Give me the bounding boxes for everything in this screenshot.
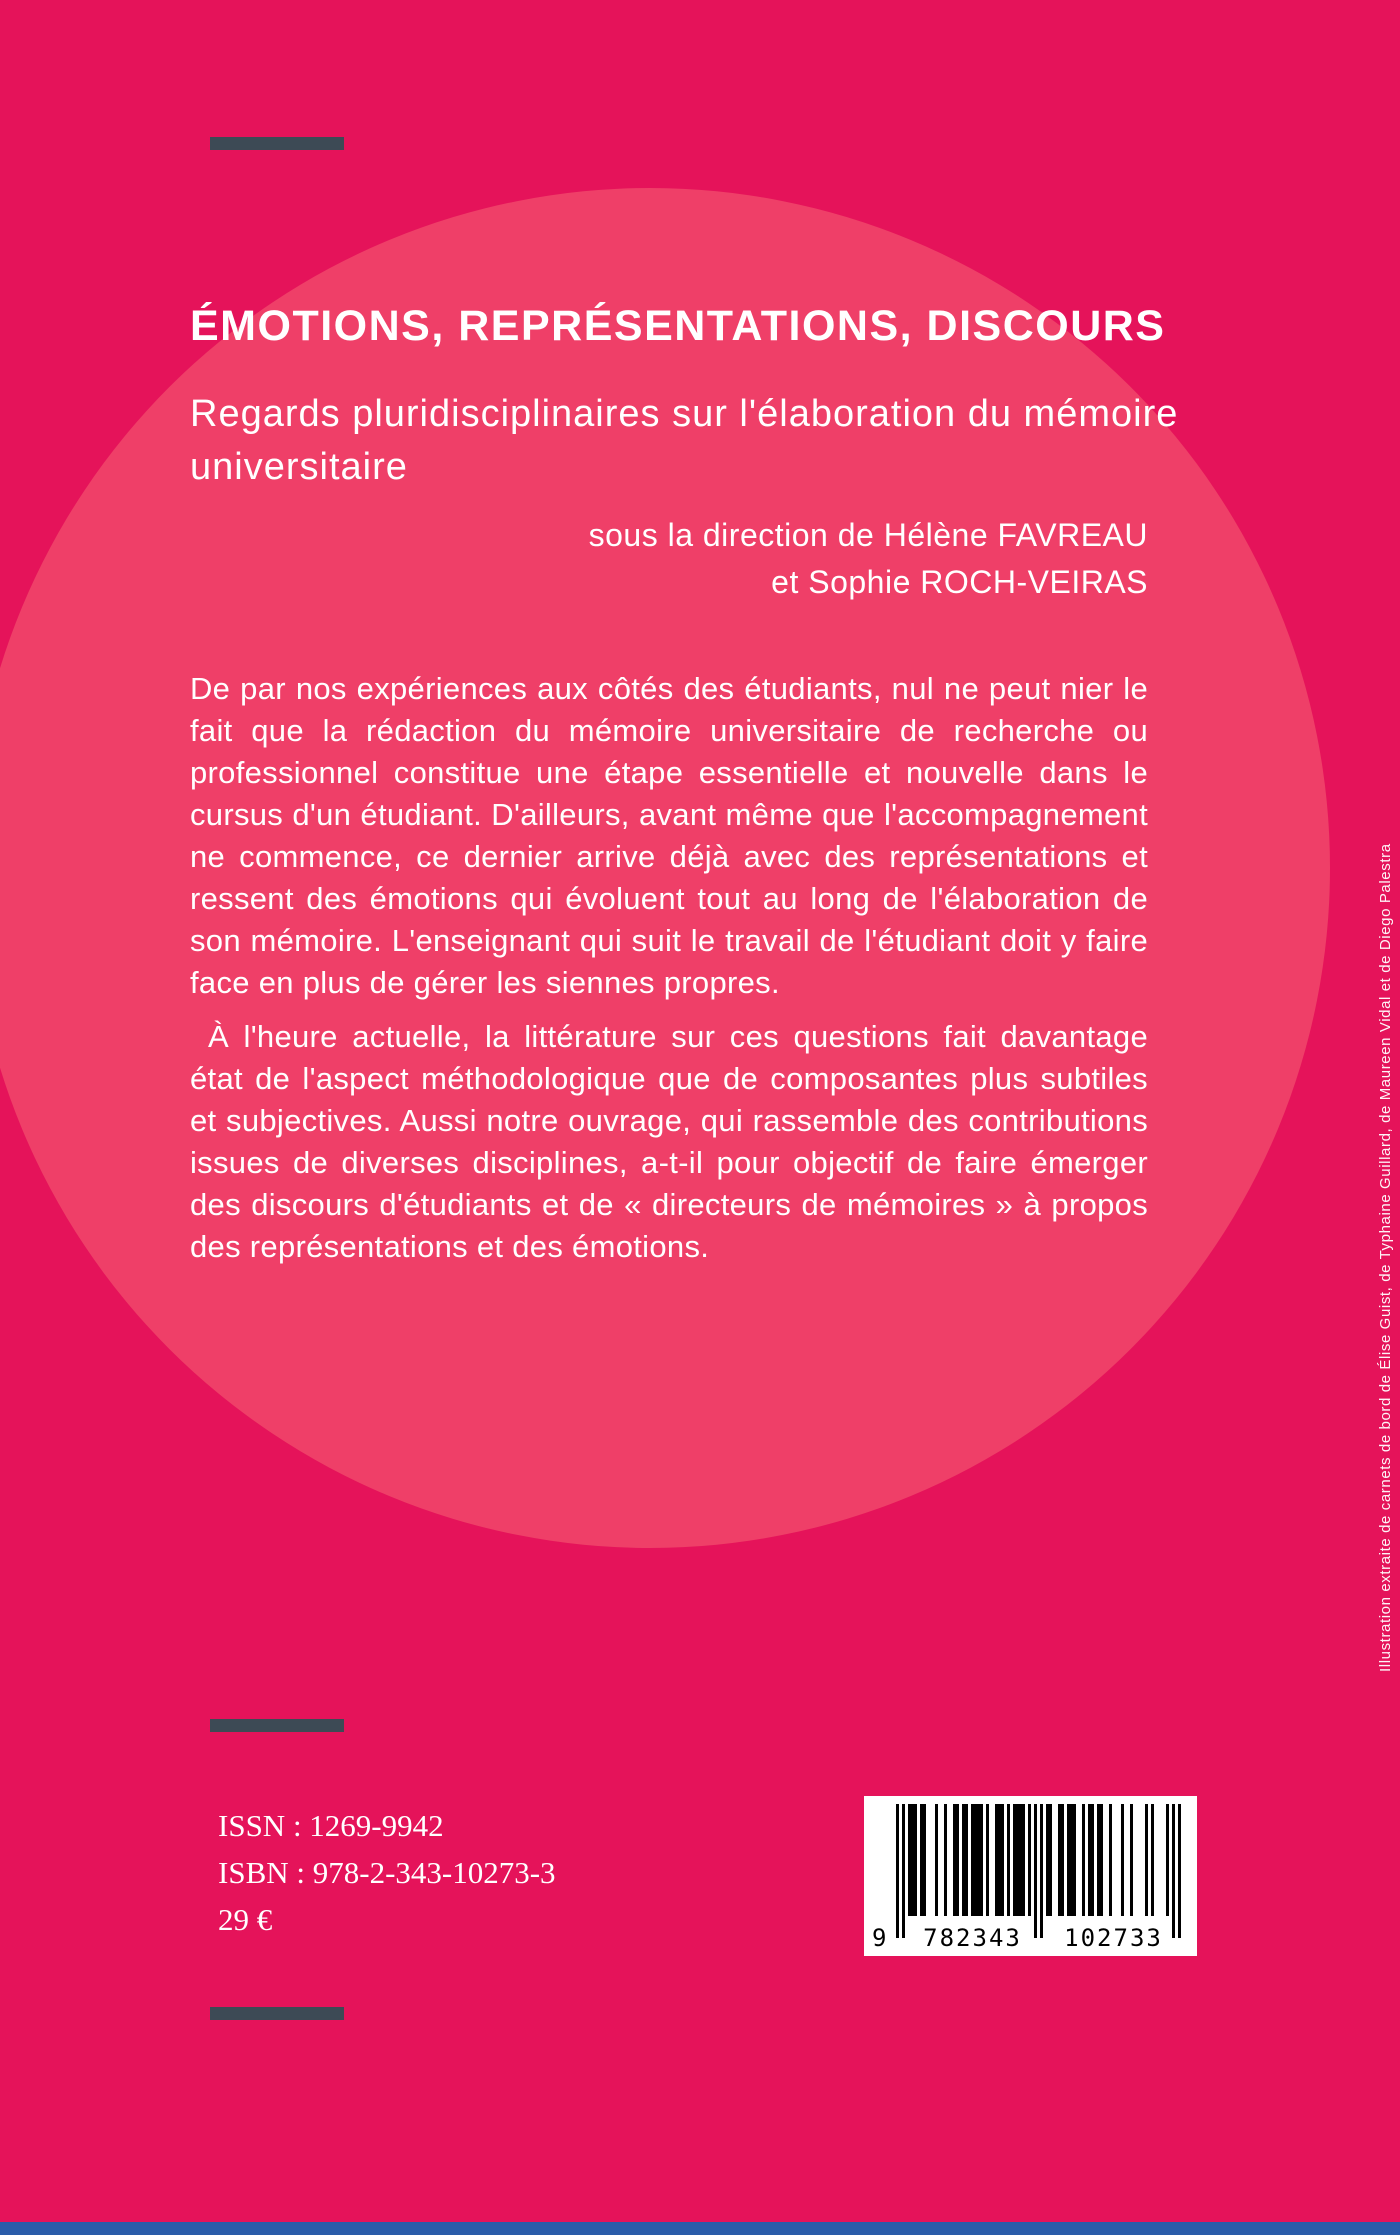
barcode-digits-right: 102733 xyxy=(1064,1924,1163,1952)
book-title: ÉMOTIONS, REPRÉSENTATIONS, DISCOURS xyxy=(190,302,1166,350)
publication-info xyxy=(218,1802,556,1943)
blurb-paragraph-1: De par nos expériences aux côtés des étudiants, nul ne peut nier le fait que la rédaction du mémoire universitaire de recherche ou professionnel constitue une étape essentielle et nouvelle dans le cursus d'un étudiant. D'ailleurs, avant même que l'accompagnement ne commence, ce dernier arrive déjà avec des représentations et ressent des émotions qui évoluent tout au long de l'élaboration de son mémoire. L'enseignant qui suit le travail de l'étudiant doit y faire face en plus de gérer les siennes propres. xyxy=(190,671,1148,1000)
barcode xyxy=(864,1796,1197,1956)
back-cover-blurb xyxy=(190,668,1148,1268)
editors-line-1: sous la direction de Hélène FAVREAU xyxy=(588,517,1148,553)
illustration-credit-vertical: Illustration extraite de carnets de bord de Élise Guist, de Typhaine Guillard, de Maureen Vidal et de Diego Palestra xyxy=(1377,843,1394,1673)
divider-bar-bottom xyxy=(210,2007,344,2020)
book-subtitle: Regards pluridisciplinaires sur l'élaboration du mémoire universitaire xyxy=(190,393,1179,488)
isbn-line: ISBN : 978-2-343-10273-3 xyxy=(218,1855,556,1890)
barcode-bars xyxy=(896,1804,1181,1944)
issn-line: ISSN : 1269-9942 xyxy=(218,1808,444,1843)
editors-line-2: et Sophie ROCH-VEIRAS xyxy=(771,564,1148,600)
divider-bar-middle xyxy=(210,1719,344,1732)
barcode-digits-left: 782343 xyxy=(923,1924,1022,1952)
bottom-blue-strip xyxy=(0,2222,1400,2235)
editors-block xyxy=(190,512,1148,606)
price-line: 29 € xyxy=(218,1902,273,1937)
barcode-digit-first: 9 xyxy=(872,1924,887,1952)
divider-bar-top xyxy=(210,137,344,150)
blurb-paragraph-2: À l'heure actuelle, la littérature sur ces questions fait davantage état de l'aspect méthodologique que de composantes plus subtiles et subjectives. Aussi notre ouvrage, qui rassemble des contributions issues de diverses disciplines, a-t-il pour objectif de faire émerger des discours d'étudiants et de « directeurs de mémoires » à propos des représentations et des émotions. xyxy=(190,1019,1148,1264)
